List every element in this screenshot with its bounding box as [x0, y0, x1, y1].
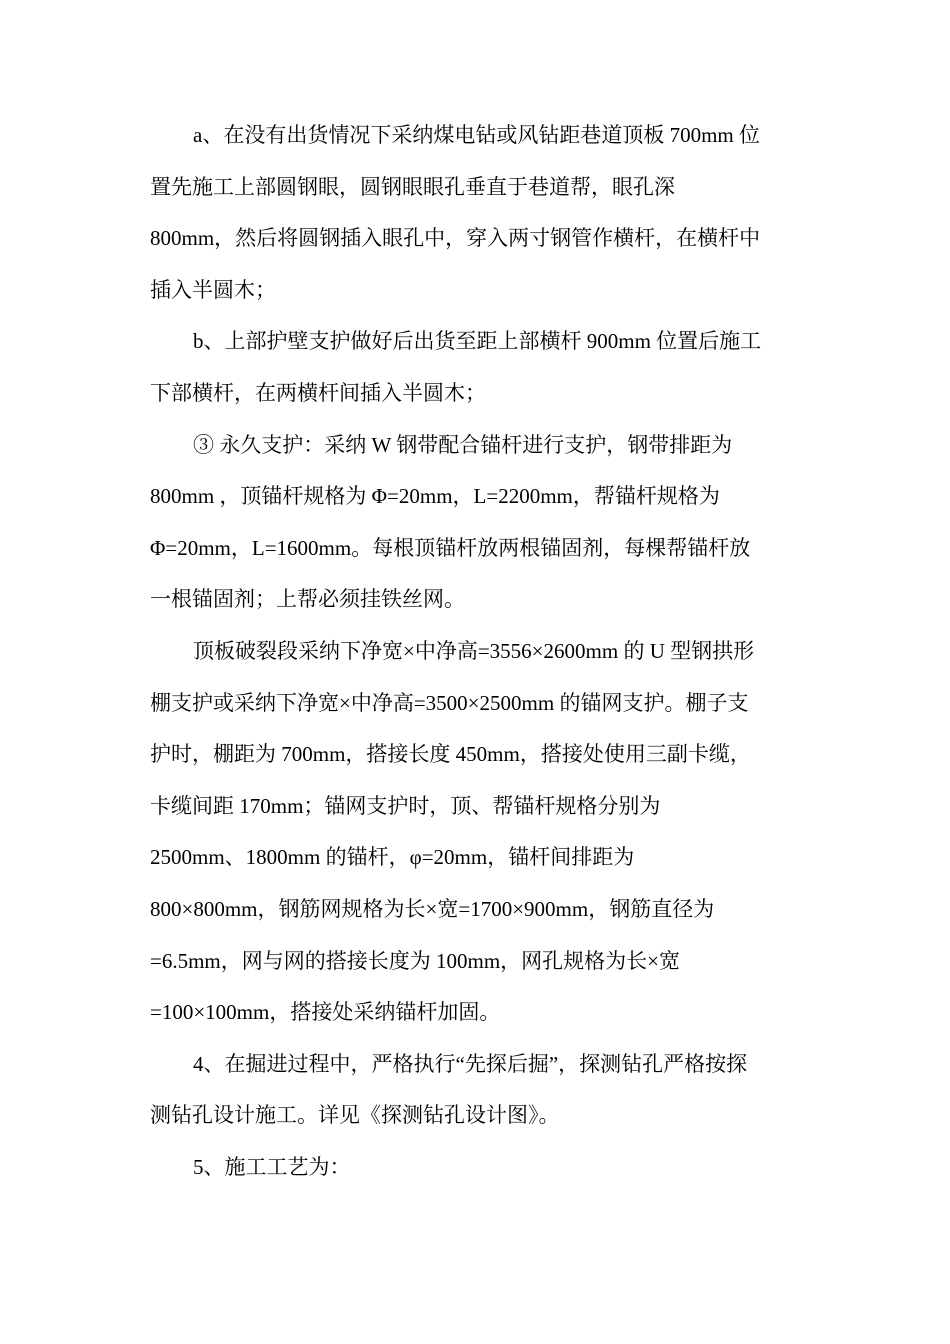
- text-line: 2500mm、1800mm 的锚杆，φ=20mm，锚杆间排距为: [150, 845, 635, 870]
- text-line: 800mm ，顶锚杆规格为 Φ=20mm，L=2200mm，帮锚杆规格为: [150, 484, 720, 509]
- text-line: 护时，棚距为 700mm，搭接长度 450mm，搭接处使用三副卡缆，: [150, 742, 751, 767]
- text-line: 棚支护或采纳下净宽×中净高=3500×2500mm 的锚网支护。棚子支: [150, 690, 749, 715]
- text-line: 顶板破裂段采纳下净宽×中净高=3556×2600mm 的 U 型钢拱形: [193, 638, 755, 663]
- text-line: Φ=20mm，L=1600mm。每根顶锚杆放两根锚固剂，每棵帮锚杆放: [150, 535, 751, 560]
- text-line: 800×800mm，钢筋网规格为长×宽=1700×900mm，钢筋直径为: [150, 896, 715, 921]
- text-line: ③ 永久支护：采纳 W 钢带配合锚杆进行支护，钢带排距为: [193, 432, 733, 457]
- text-line: 卡缆间距 170mm；锚网支护时，顶、帮锚杆规格分别为: [150, 793, 661, 818]
- text-line: 插入半圆木；: [150, 277, 276, 302]
- document-body: [150, 110, 805, 1193]
- text-line: =6.5mm，网与网的搭接长度为 100mm，网孔规格为长×宽: [150, 948, 681, 973]
- text-line: a、在没有出货情况下采纳煤电钻或风钻距巷道顶板 700mm 位: [193, 123, 760, 147]
- text-line: 4、在掘进过程中，严格执行“先探后掘”，探测钻孔严格按探: [193, 1051, 748, 1076]
- text-line: =100×100mm，搭接处采纳锚杆加固。: [150, 1000, 501, 1025]
- text-line: 一根锚固剂；上帮必须挂铁丝网。: [150, 587, 465, 612]
- text-line: 测钻孔设计施工。详见《探测钻孔设计图》。: [150, 1103, 560, 1128]
- text-line: 置先施工上部圆钢眼，圆钢眼眼孔垂直于巷道帮，眼孔深: [150, 174, 675, 199]
- text-line: 下部横杆，在两横杆间插入半圆木；: [150, 380, 486, 405]
- text-line: b、上部护壁支护做好后出货至距上部横杆 900mm 位置后施工: [193, 329, 762, 354]
- text-line: 800mm，然后将圆钢插入眼孔中，穿入两寸钢管作横杆，在横杆中: [150, 226, 761, 251]
- text-line: 5、施工工艺为：: [193, 1154, 351, 1179]
